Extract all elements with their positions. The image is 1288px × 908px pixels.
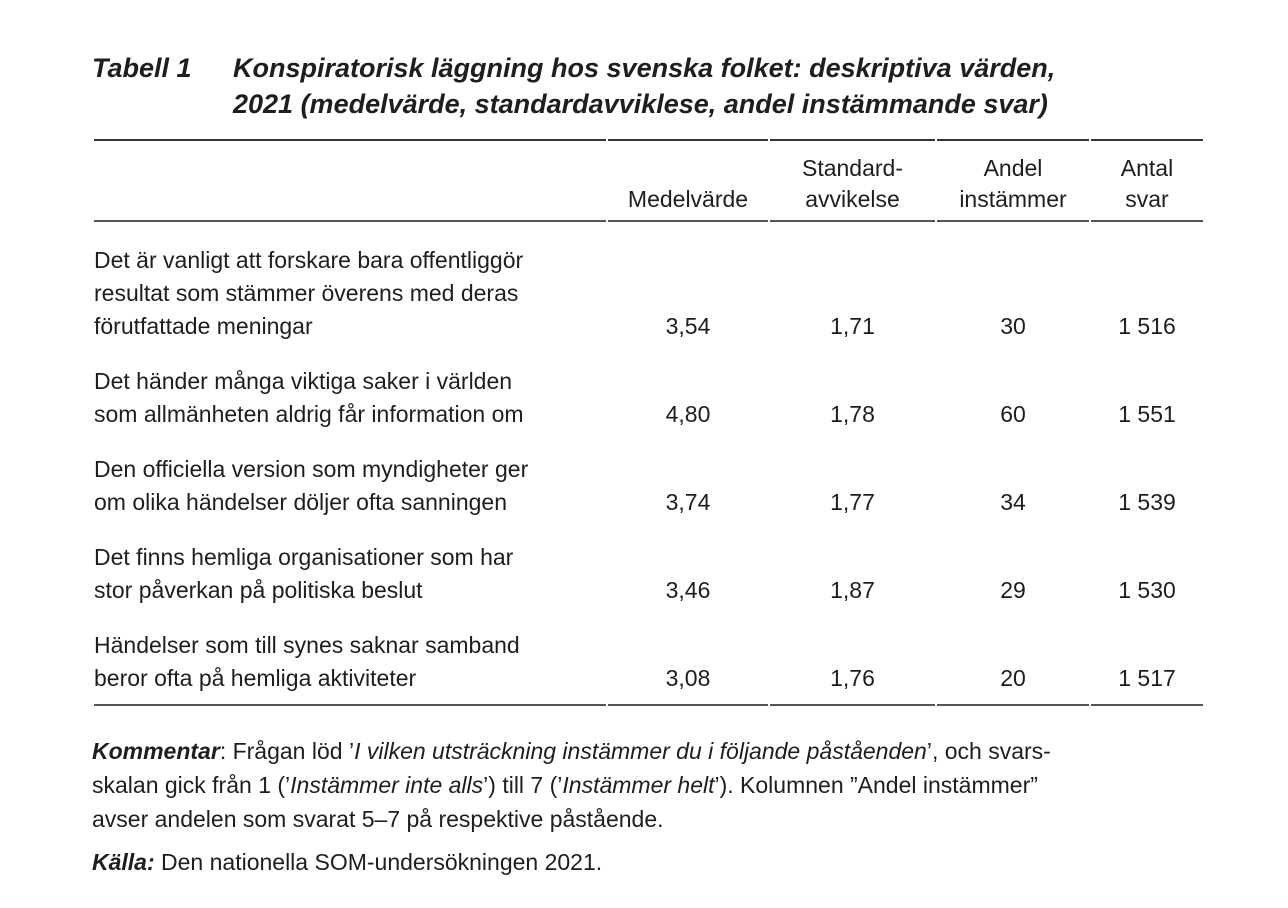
table-title-line2: 2021 (medelvärde, standardavviklese, andel instämmande svar) [233,89,1048,119]
table-row [94,607,1203,706]
table-title [233,50,1205,122]
text-segment: skalan gick från 1 (’ [92,772,291,798]
text-segment: Källa: [92,849,155,875]
statement-line: Det finns hemliga organisationer som har [94,544,514,570]
statement-line: Händelser som till synes saknar samband [94,632,520,658]
text-segment: Den nationella SOM-undersökningen 2021. [154,849,603,875]
text-segment: I vilken utsträckning instämmer du i följande påståenden [354,738,927,764]
text-segment: : Frågan löd ’ [219,738,355,764]
text-segment: Instämmer inte alls [290,772,484,798]
table-title-line1: Konspiratorisk läggning hos svenska folket: deskriptiva värden, [233,53,1056,83]
text-segment: avser andelen som svarat 5–7 på respektive påstående. [92,806,664,832]
text-segment: Kommentar [92,738,220,764]
cell-n-responses: 1 517 [1091,607,1203,706]
cell-standard-deviation: 1,87 [830,577,875,603]
cell-statement [94,343,606,431]
cell-statement [94,431,606,519]
col-header-n-line2: svar [1125,186,1169,212]
table-number: Tabell 1 [92,53,192,83]
statement-line: resultat som stämmer överens med deras [94,280,519,306]
comment-line [92,768,1205,802]
statement-line: förutfattade meningar [94,313,313,339]
cell-n-responses: 1 516 [1118,313,1176,339]
comment-paragraph [92,734,1205,836]
col-header-standard-deviation [770,139,935,222]
col-header-mean [608,139,768,222]
table-header [94,139,1203,222]
header-row [94,139,1203,222]
cell-n-responses: 1 530 [1118,577,1176,603]
statement-line: Den officiella version som myndigheter ger [94,456,529,482]
cell-statement [94,607,606,706]
cell-share-agree: 60 [1000,401,1026,427]
text-segment: ’, och svars- [926,738,1051,764]
table-row [94,519,1203,607]
cell-share-agree: 29 [1000,577,1026,603]
cell-mean: 3,74 [665,489,711,515]
cell-mean: 3,54 [665,313,711,339]
table-row [94,431,1203,519]
col-header-sd-line1: Standard- [801,155,903,181]
cell-standard-deviation: 1,78 [830,401,875,427]
col-header-agree-line2: instämmer [959,186,1067,212]
cell-mean: 3,46 [665,577,711,603]
cell-mean: 3,08 [608,607,768,706]
table-caption [92,50,1205,122]
col-header-mean-label: Medelvärde [627,186,749,212]
cell-statement [94,222,606,343]
comment-line [92,734,1205,768]
col-header-agree-line1: Andel [983,155,1043,181]
col-header-statement [94,139,606,222]
col-header-n-line1: Antal [1120,155,1174,181]
statement-line: beror ofta på hemliga aktiviteter [94,665,417,691]
text-segment: ’) till 7 (’ [483,772,563,798]
table-body [94,222,1203,706]
cell-standard-deviation: 1,76 [770,607,935,706]
table-row [94,222,1203,343]
statement-line: Det händer många viktiga saker i världen [94,368,513,394]
col-header-share-agree [937,139,1089,222]
cell-mean: 4,80 [665,401,711,427]
cell-n-responses: 1 551 [1118,401,1176,427]
cell-standard-deviation: 1,77 [830,489,875,515]
statement-line: om olika händelser döljer ofta sanningen [94,489,507,515]
descriptive-statistics-table [92,139,1205,706]
cell-statement [94,519,606,607]
cell-share-agree: 20 [937,607,1089,706]
cell-standard-deviation: 1,71 [830,313,875,339]
cell-share-agree: 34 [1000,489,1026,515]
source-line [92,845,1205,879]
statement-line: stor påverkan på politiska beslut [94,577,423,603]
table-row [94,343,1203,431]
col-header-sd-line2: avvikelse [805,186,900,212]
comment-line [92,802,1205,836]
cell-share-agree: 30 [1000,313,1026,339]
text-segment: Instämmer helt [562,772,715,798]
text-segment: ’). Kolumnen ”Andel instämmer” [714,772,1038,798]
statement-line: Det är vanligt att forskare bara offentliggör [94,247,524,273]
col-header-n-responses [1091,139,1203,222]
statement-line: som allmänheten aldrig får information om [94,401,524,427]
cell-n-responses: 1 539 [1118,489,1176,515]
